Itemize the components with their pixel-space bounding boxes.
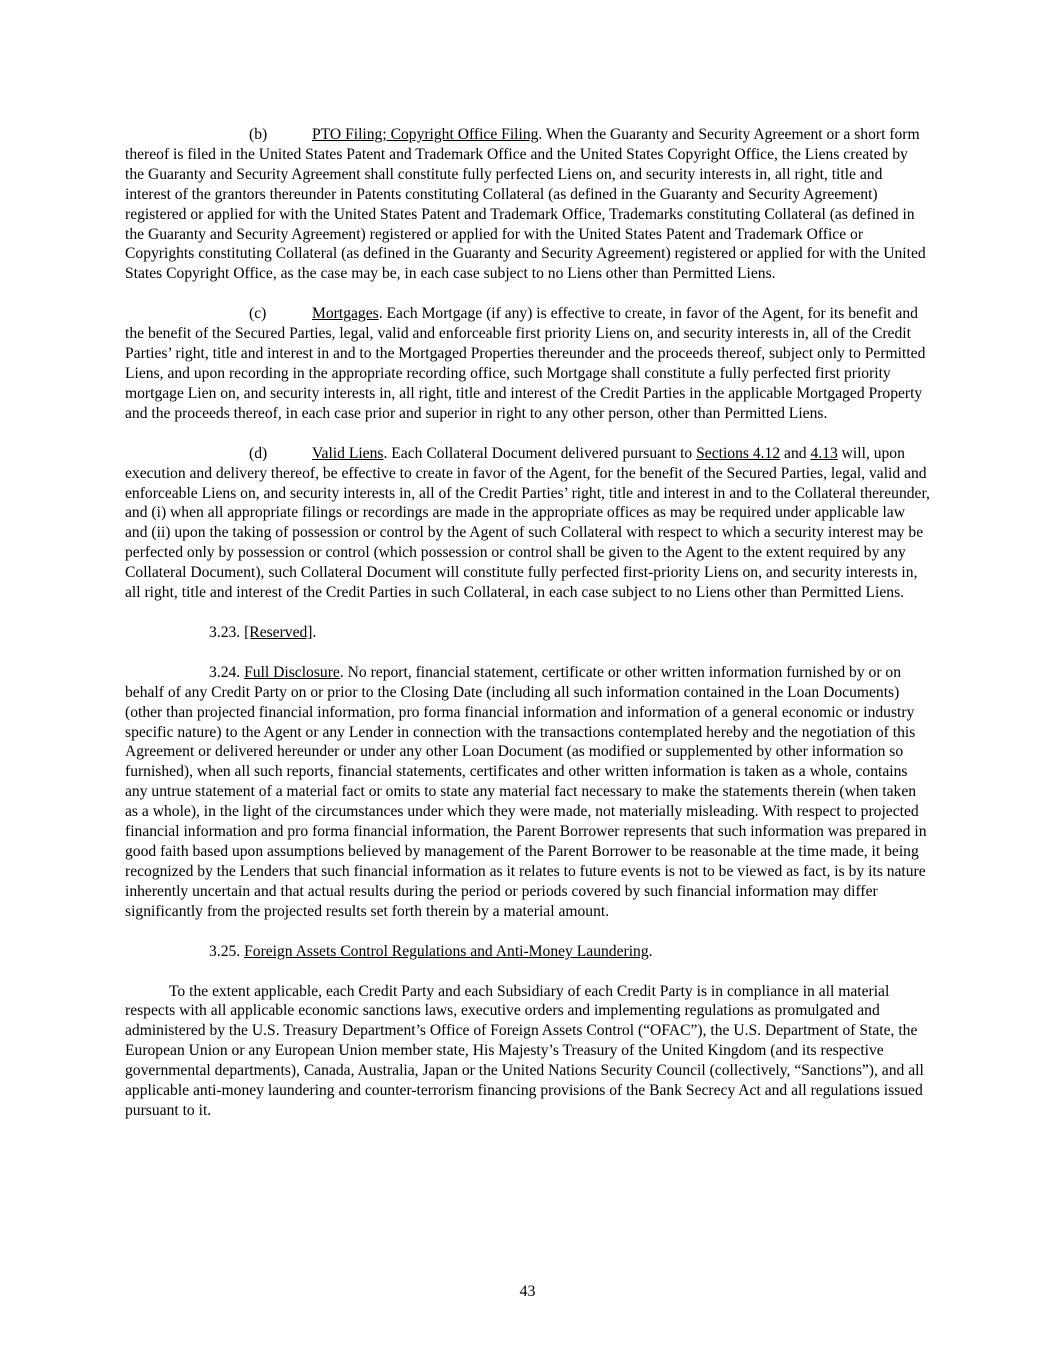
section-heading: Full Disclosure bbox=[244, 663, 340, 681]
paragraph-d bbox=[125, 444, 930, 603]
section-reference: Sections 4.12 bbox=[696, 444, 781, 462]
section-heading: Foreign Assets Control Regulations and Anti-Money Laundering bbox=[244, 942, 649, 960]
paragraph-text: and bbox=[780, 444, 811, 462]
paragraph-text: will, upon execution and delivery thereof, be effective to create in favor of the Agent, for the benefit of the Secured Parties, legal, valid and enforceable Liens on, and security interests in, all of the Credit Parties’ right, title and interest in and to the Collateral thereunder, and (i) when all appropriate filings or recordings are made in the appropriate offices as may be required under applicable law and (ii) upon the taking of possession or control by the Agent of such Collateral with respect to which a security interest may be perfected only by possession or control (which possession or control shall be given to the Agent to the extent required by any Collateral Document), such Collateral Document will constitute fully perfected first-priority Liens on, and security interests in, all right, title and interest of the Credit Parties in such Collateral, in each case subject to no Liens other than Permitted Liens. bbox=[125, 444, 930, 602]
paragraph-label: (b) bbox=[249, 126, 268, 143]
paragraph-b bbox=[125, 125, 930, 284]
section-number: 3.24. bbox=[209, 663, 241, 681]
page-number: 43 bbox=[519, 1283, 536, 1300]
paragraph-heading: PTO Filing; Copyright Office Filing bbox=[312, 126, 539, 143]
section-3-25-body bbox=[125, 982, 930, 1121]
section-3-24 bbox=[125, 663, 930, 922]
section-text: . No report, financial statement, certificate or other written information furnished by or on behalf of any Credit Party on or prior to the Closing Date (including all such information contained in the Loan Documents) (other than projected financial information, pro forma financial information and information of a general economic or industry specific nature) to the Agent or any Lender in connection with the transactions contemplated hereby and the negotiation of this Agreement or delivered hereunder or under any other Loan Document (as modified or supplemented by other information so furnished), when all such reports, financial statements, certificates and other written information is taken as a whole, contains any untrue statement of a material fact or omits to state any material fact necessary to make the statements therein (when taken as a whole), in the light of the circumstances under which they were made, not materially misleading. With respect to projected financial information and pro forma financial information, the Parent Borrower represents that such information was prepared in good faith based upon assumptions believed by management of the Parent Borrower to be reasonable at the time made, it being recognized by the Lenders that such financial information as it relates to future events is not to be viewed as fact, is by its nature inherently uncertain and that actual results during the period or periods covered by such financial information may differ significantly from the projected results set forth therein by a material amount. bbox=[125, 663, 927, 920]
section-3-25 bbox=[125, 942, 930, 962]
paragraph-text: . When the Guaranty and Security Agreement or a short form thereof is filed in the United States Patent and Trademark Office and the United States Copyright Office, the Liens created by the Guaranty and Security Agreement shall constitute fully perfected Liens on, and security interests in, all right, title and interest of the grantors thereunder in Patents constituting Collateral (as defined in the Guaranty and Security Agreement) registered or applied for with the United States Patent and Trademark Office, Trademarks constituting Collateral (as defined in the Guaranty and Security Agreement) registered or applied for with the United States Patent and Trademark Office or Copyrights constituting Collateral (as defined in the Guaranty and Security Agreement) registered or applied for with the United States Copyright Office, as the case may be, in each case subject to no Liens other than Permitted Liens. bbox=[125, 126, 926, 283]
section-heading: [Reserved] bbox=[244, 623, 313, 641]
section-number: 3.23. bbox=[209, 623, 241, 641]
paragraph-text: . Each Collateral Document delivered pursuant to bbox=[383, 444, 697, 462]
paragraph-label: (c) bbox=[249, 305, 267, 323]
section-reference: 4.13 bbox=[810, 444, 838, 462]
section-number: 3.25. bbox=[209, 942, 241, 960]
section-text: . bbox=[312, 623, 317, 641]
paragraph-label: (d) bbox=[249, 444, 268, 462]
document-page bbox=[125, 125, 930, 1141]
paragraph-heading: Mortgages bbox=[312, 305, 379, 323]
section-3-23 bbox=[125, 623, 930, 643]
paragraph-text: . Each Mortgage (if any) is effective to create, in favor of the Agent, for its benefit and the benefit of the Secured Parties, legal, valid and enforceable first priority Liens on, and security interests in, all of the Credit Parties’ right, title and interest in and to the Mortgaged Properties thereunder and the proceeds thereof, subject only to Permitted Liens, and upon recording in the appropriate recording office, such Mortgage shall constitute a fully perfected first priority mortgage Lien on, and security interests in, all right, title and interest of the Credit Parties in the applicable Mortgaged Property and the proceeds thereof, in each case prior and superior in right to any other person, other than Permitted Liens. bbox=[125, 305, 926, 422]
section-text: To the extent applicable, each Credit Party and each Subsidiary of each Credit Party is in compliance in all material respects with all applicable economic sanctions laws, executive orders and implementing regulations as promulgated and administered by the U.S. Treasury Department’s Office of Foreign Assets Control (“OFAC”), the U.S. Department of State, the European Union or any European Union member state, His Majesty’s Treasury of the United Kingdom (and its respective governmental departments), Canada, Australia, Japan or the United Nations Security Council (collectively, “Sanctions”), and all applicable anti-money laundering and counter-terrorism financing provisions of the Bank Secrecy Act and all regulations issued pursuant to it. bbox=[125, 982, 924, 1119]
paragraph-c bbox=[125, 304, 930, 423]
section-text: . bbox=[648, 942, 653, 960]
paragraph-heading: Valid Liens bbox=[312, 444, 384, 462]
